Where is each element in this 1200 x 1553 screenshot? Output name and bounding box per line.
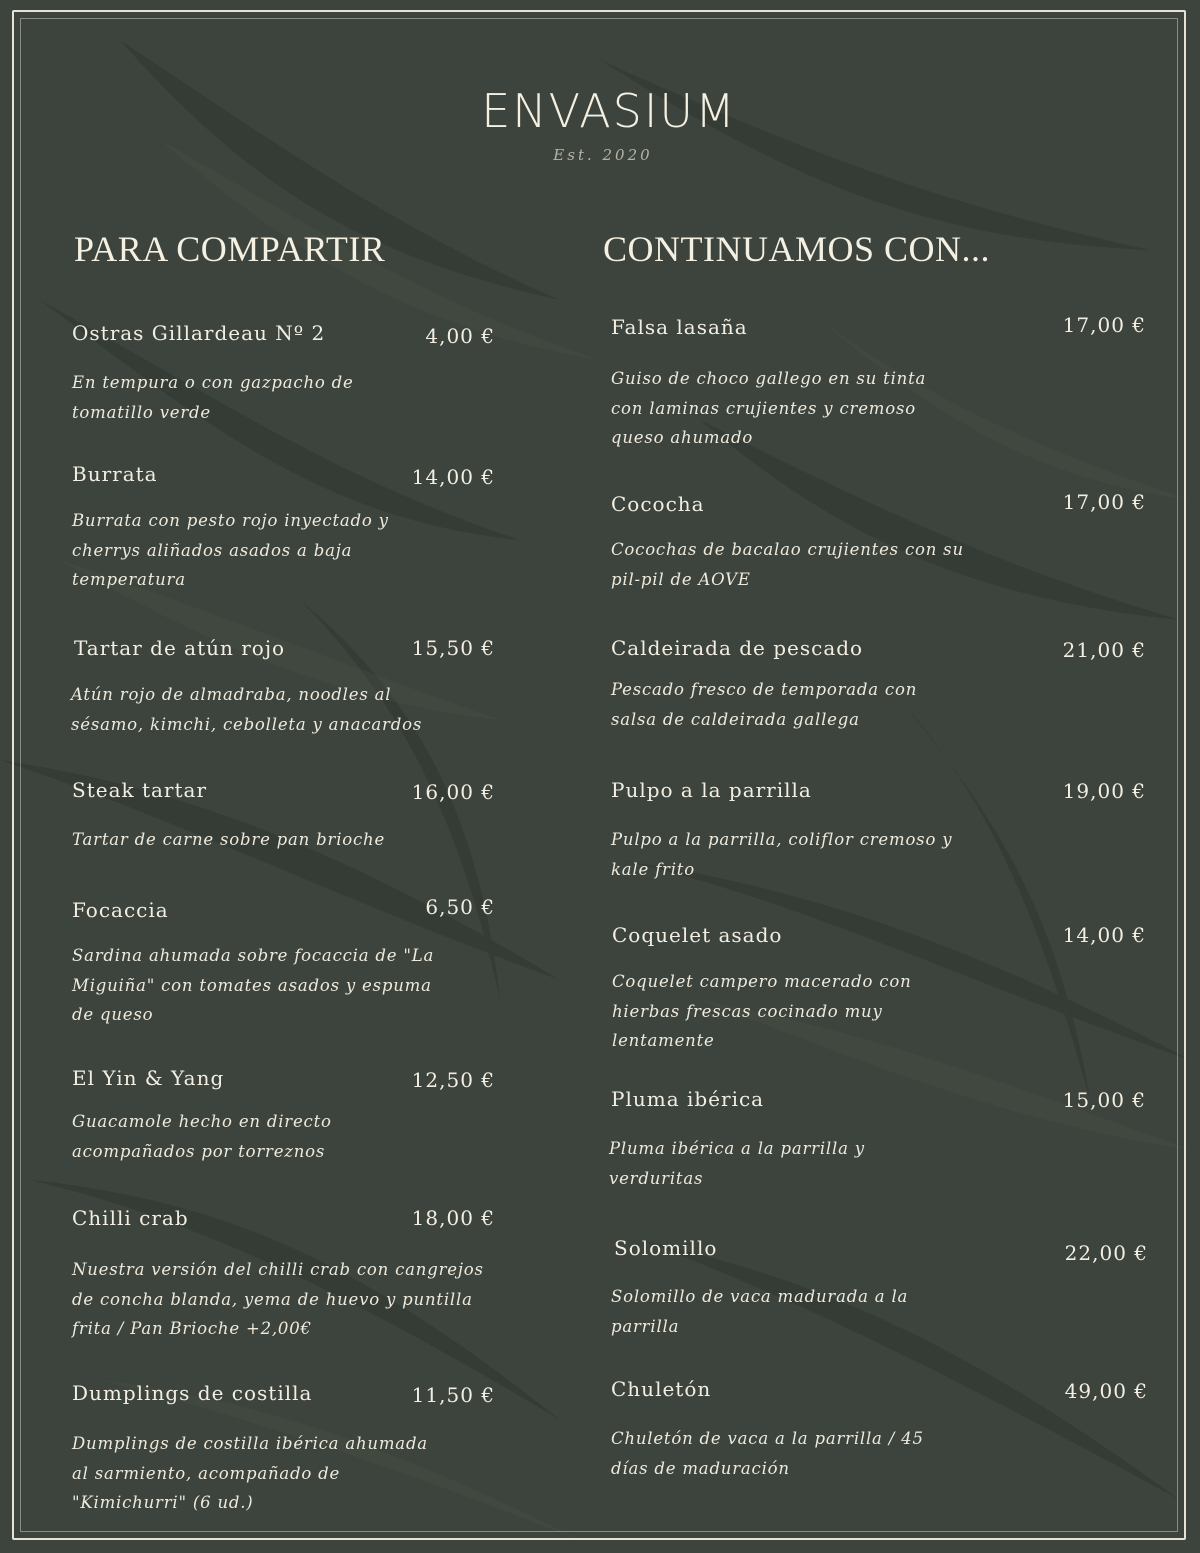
item-description: Sardina ahumada sobre focaccia de "La Miguiña" con tomates asados y espuma de queso: [72, 946, 435, 1024]
item-name: Pluma ibérica: [611, 1087, 765, 1111]
item-price: 19,00 €: [1062, 779, 1146, 803]
item-name: Coquelet asado: [612, 923, 783, 947]
item-description: Coquelet campero macerado con hierbas frescas cocinado muy lentamente: [612, 972, 912, 1050]
item-price: 4,00 €: [425, 324, 495, 348]
item-name: Focaccia: [72, 898, 169, 922]
brand-logo: ENVASIUM: [481, 84, 737, 138]
item-price: 17,00 €: [1062, 490, 1146, 514]
item-description: Pulpo a la parrilla, coliflor cremoso y kale frito: [611, 830, 953, 879]
item-name: Caldeirada de pescado: [611, 636, 864, 660]
item-price: 16,00 €: [411, 780, 495, 804]
item-description: Dumplings de costilla ibérica ahumada al sarmiento, acompañado de "Kimichurri" (6 ud.): [72, 1434, 428, 1512]
item-name: Burrata: [72, 462, 158, 486]
item-name: Cocochа: [611, 492, 705, 516]
item-price: 15,50 €: [411, 636, 495, 660]
item-description: Pluma ibérica a la parrilla y verduritas: [609, 1139, 865, 1188]
item-price: 15,00 €: [1062, 1088, 1146, 1112]
established-tagline: Est. 2020: [553, 146, 653, 164]
item-description: Solomillo de vaca madurada a la parrilla: [611, 1287, 909, 1336]
item-price: 14,00 €: [1062, 923, 1146, 947]
item-name: Chilli crab: [72, 1206, 189, 1230]
item-description: Burrata con pesto rojo inyectado y cherrys aliñados asados a baja temperatura: [72, 511, 389, 589]
item-description: Chuletón de vaca a la parrilla / 45 días de maduración: [611, 1429, 924, 1478]
item-description: Guiso de choco gallego en su tinta con laminas crujientes y cremoso queso ahumado: [611, 369, 927, 447]
item-name: Ostras Gillardeau Nº 2: [72, 321, 326, 345]
item-description: Nuestra versión del chilli crab con cangrejos de concha blanda, yema de huevo y puntilla frita / Pan Brioche +2,00€: [72, 1260, 484, 1338]
item-name: Falsa lasaña: [611, 315, 748, 339]
item-price: 49,00 €: [1064, 1379, 1148, 1403]
section-title-continuamos-con: CONTINUAMOS CON...: [603, 229, 991, 269]
section-title-para-compartir: PARA COMPARTIR: [74, 229, 386, 269]
item-price: 14,00 €: [411, 465, 495, 489]
item-name: Pulpo a la parrilla: [611, 778, 812, 802]
item-name: Solomillo: [614, 1236, 718, 1260]
item-price: 18,00 €: [411, 1206, 495, 1230]
item-name: El Yin & Yang: [72, 1066, 225, 1090]
item-name: Tartar de atún rojo: [74, 636, 286, 660]
item-price: 21,00 €: [1062, 638, 1146, 662]
item-price: 22,00 €: [1064, 1241, 1148, 1265]
item-name: Chuletón: [611, 1377, 712, 1401]
item-price: 12,50 €: [411, 1068, 495, 1092]
item-description: En tempura o con gazpacho de tomatillo verde: [72, 373, 354, 422]
item-price: 6,50 €: [425, 895, 495, 919]
item-description: Tartar de carne sobre pan brioche: [72, 830, 386, 849]
item-description: Guacamole hecho en directo acompañados por torreznos: [72, 1112, 332, 1161]
item-name: Dumplings de costilla: [72, 1381, 313, 1405]
item-price: 11,50 €: [411, 1383, 495, 1407]
item-description: Atún rojo de almadraba, noodles al sésamo, kimchi, cebolleta y anacardos: [71, 685, 423, 734]
item-description: Cocochas de bacalao crujientes con su pil-pil de AOVE: [611, 540, 964, 589]
item-name: Steak tartar: [72, 778, 208, 802]
item-price: 17,00 €: [1062, 313, 1146, 337]
item-description: Pescado fresco de temporada con salsa de caldeirada gallega: [611, 680, 918, 729]
